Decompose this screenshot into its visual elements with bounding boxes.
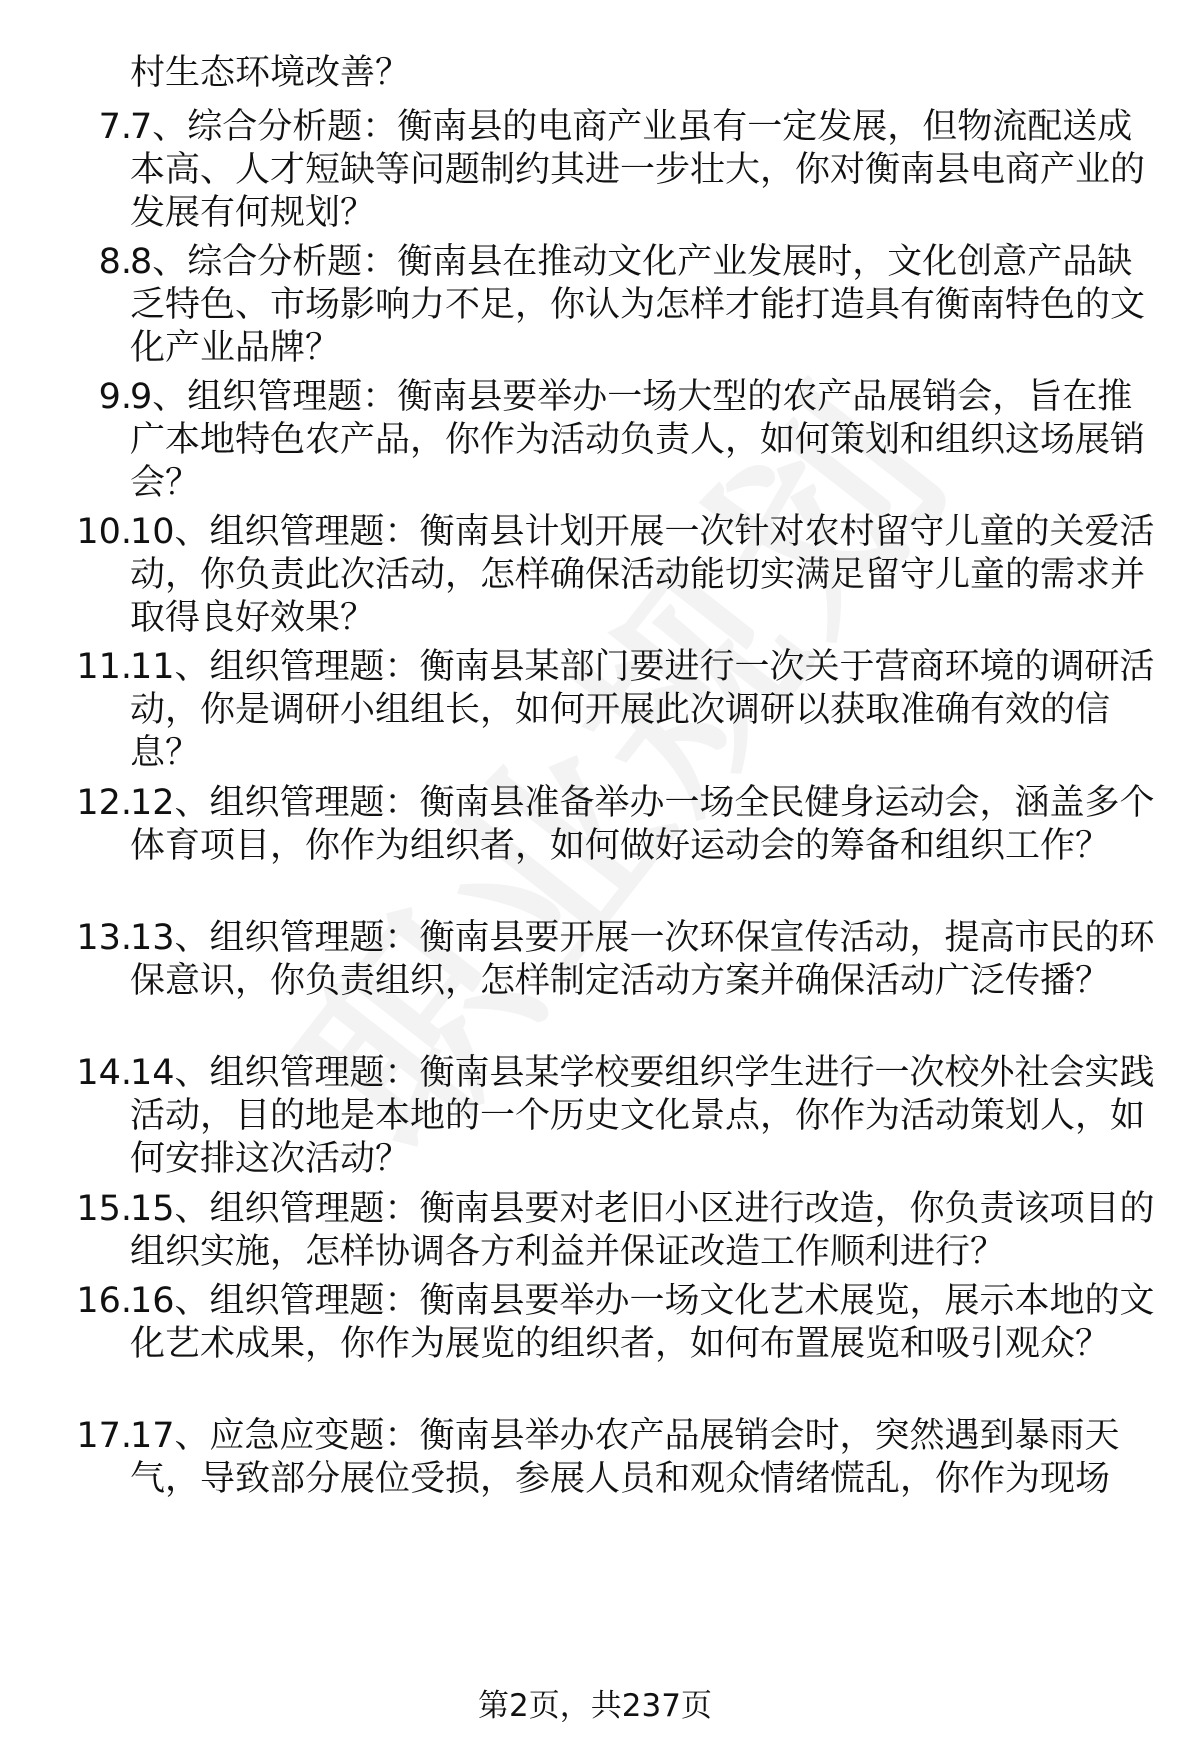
question-text: 9、组织管理题：衡南县要举办一场大型的农产品展销会，旨在推广本地特色农产品，你作为活动负责人，如何策划和组织这场展销会？ — [130, 377, 1146, 503]
list-number: 7. — [98, 107, 132, 147]
question-text: 10、组织管理题：衡南县计划开展一次针对农村留守儿童的关爱活动，你负责此次活动，怎样确保活动能切实满足留守儿童的需求并取得良好效果？ — [130, 512, 1155, 638]
list-number: 13. — [76, 918, 132, 958]
question-text: 8、综合分析题：衡南县在推动文化产业发展时，文化创意产品缺乏特色、市场影响力不足，你认为怎样才能打造具有衡南特色的文化产业品牌？ — [130, 242, 1146, 368]
question-text: 13、组织管理题：衡南县要开展一次环保宣传活动，提高市民的环保意识，你负责组织，怎样制定活动方案并确保活动广泛传播？ — [130, 918, 1155, 1001]
question-text: 12、组织管理题：衡南县准备举办一场全民健身运动会，涵盖多个体育项目，你作为组织者，如何做好运动会的筹备和组织工作？ — [130, 783, 1155, 866]
question-text: 17、应急应变题：衡南县举办农产品展销会时，突然遇到暴雨天气，导致部分展位受损，参展人员和观众情绪慌乱，你作为现场 — [130, 1416, 1120, 1499]
list-number: 15. — [76, 1189, 132, 1229]
list-number: 17. — [76, 1416, 132, 1456]
question-text: 7、综合分析题：衡南县的电商产业虽有一定发展，但物流配送成本高、人才短缺等问题制约其进一步壮大，你对衡南县电商产业的发展有何规划？ — [130, 107, 1146, 233]
list-number: 12. — [76, 783, 132, 823]
continued-text: 村生态环境改善？ — [130, 53, 411, 93]
page-footer: 第2页，共237页 — [478, 1688, 712, 1724]
list-number: 16. — [76, 1281, 132, 1321]
list-number: 14. — [76, 1053, 132, 1093]
list-number: 11. — [76, 647, 132, 687]
question-text: 14、组织管理题：衡南县某学校要组织学生进行一次校外社会实践活动，目的地是本地的一个历史文化景点，你作为活动策划人，如何安排这次活动？ — [130, 1053, 1155, 1179]
list-number: 10. — [76, 512, 132, 552]
question-text: 16、组织管理题：衡南县要举办一场文化艺术展览，展示本地的文化艺术成果，你作为展览的组织者，如何布置展览和吸引观众？ — [130, 1281, 1155, 1364]
question-text: 11、组织管理题：衡南县某部门要进行一次关于营商环境的调研活动，你是调研小组组长，如何开展此次调研以获取准确有效的信息？ — [130, 647, 1155, 773]
list-number: 8. — [98, 242, 132, 282]
list-number: 9. — [98, 377, 132, 417]
question-text: 15、组织管理题：衡南县要对老旧小区进行改造，你负责该项目的组织实施，怎样协调各方利益并保证改造工作顺利进行？ — [130, 1189, 1155, 1272]
